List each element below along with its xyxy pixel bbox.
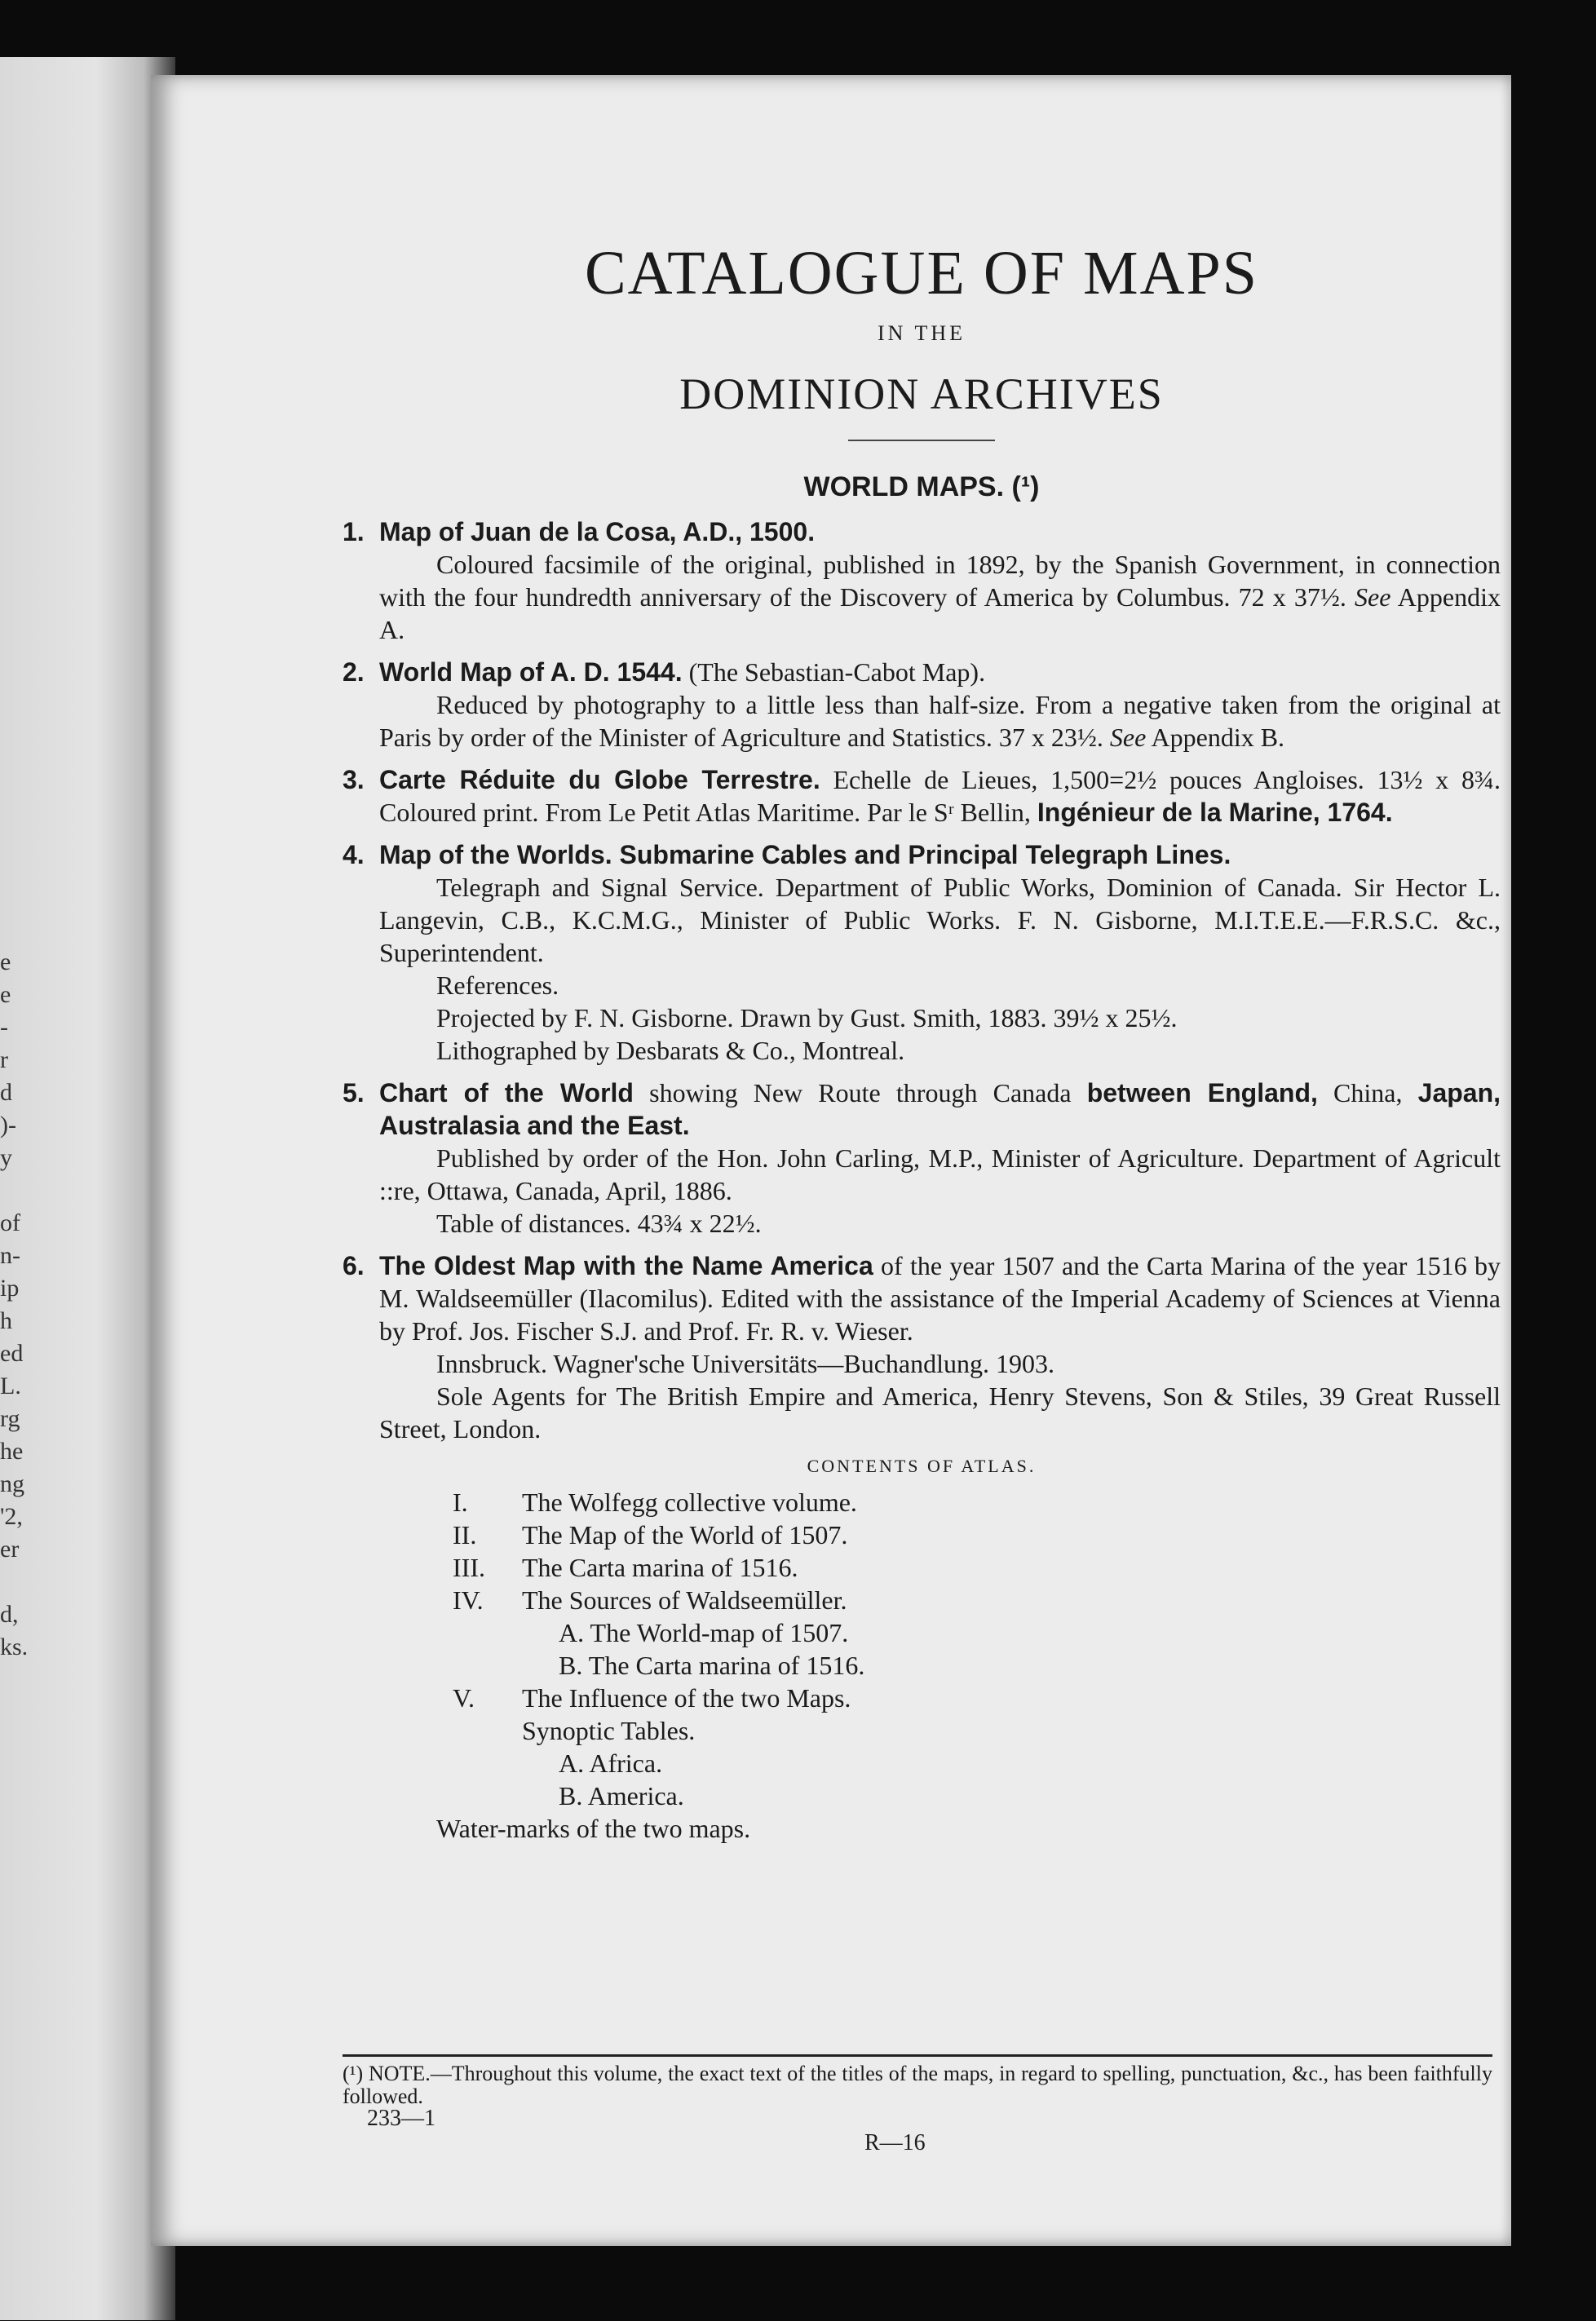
contents-item [343, 1519, 1501, 1551]
entry-title-e: Japan, Australasia [379, 1078, 1501, 1140]
margin-fragment: ed [0, 1340, 24, 1367]
contents-subitem: A. Africa. [559, 1748, 663, 1778]
margin-fragment: he [0, 1438, 24, 1465]
margin-fragment: d, [0, 1601, 19, 1628]
entry-number: 3. [343, 765, 365, 794]
entry-4-projection: Projected by F. N. Gisborne. Drawn by Gust. Smith, 1883. 39½ x 25½. [436, 1003, 1178, 1032]
margin-fragment: y [0, 1144, 12, 1171]
contents-list [343, 1486, 1501, 1845]
margin-fragment: of [0, 1209, 20, 1236]
margin-fragment: - [0, 1014, 8, 1041]
entry-title: Map of the Worlds. Submarine Cables and Principal Telegraph Lines. [379, 840, 1231, 869]
contents-item-number: I. [453, 1488, 468, 1517]
entry-4-lithographer: Lithographed by Desbarats & Co., Montreal. [436, 1036, 905, 1065]
entry-4-description: Telegraph and Signal Service. Department of Public Works, Dominion of Canada. Sir Hector L. Langevin, C.B., K.C.M.G., Minister of Public Works. F. N. Gisborne, M.I.T.E.E.—F.R.S.C. &c., Superintendent. [379, 873, 1501, 967]
contents-item [343, 1682, 1501, 1714]
contents-item-number: III. [453, 1553, 485, 1582]
margin-fragment: e [0, 948, 11, 975]
contents-subitem: A. The World-map of 1507. [559, 1618, 849, 1647]
margin-fragment: )- [0, 1112, 16, 1138]
contents-subitem: B. America. [559, 1781, 684, 1810]
contents-synoptic: Synoptic Tables. [522, 1716, 696, 1745]
entry-title-c: between England, [1086, 1078, 1318, 1107]
contents-subitem: B. The Carta marina of 1516. [559, 1651, 865, 1680]
entry-5-head [343, 1077, 1501, 1142]
entry-5-distances: Table of distances. 43¾ x 22½. [436, 1209, 762, 1238]
entry-6-publisher: Innsbruck. Wagner'sche Universitäts—Buchandlung. 1903. [436, 1349, 1054, 1378]
margin-fragment: ip [0, 1275, 20, 1302]
entry-title-rest: (The Sebastian-Cabot Map). [682, 657, 986, 687]
entry-title: World Map of A. D. 1544. [379, 657, 683, 687]
entry-number: 2. [343, 657, 365, 687]
title-divider [848, 440, 995, 441]
see-ref: Appendix A. [379, 582, 1501, 644]
entry-2-description [343, 688, 1501, 754]
contents-item [343, 1584, 1501, 1616]
entry-6 [343, 1249, 1501, 1845]
footnote: (¹) NOTE.—Throughout this volume, the exact text of the titles of the maps, in regard to spelling, punctuation, &c., has been faithfully followed. [343, 2062, 1492, 2108]
entry-1 [343, 515, 1501, 646]
entry-4-references: References. [436, 970, 559, 1000]
margin-fragment [0, 1174, 33, 1207]
entry-2 [343, 656, 1501, 754]
entry-5-description: Published by order of the Hon. John Carling, M.P., Minister of Agriculture. Department of Agricult ::re, Ottawa, Canada, April, 1886. [379, 1143, 1501, 1205]
margin-fragment [0, 1566, 33, 1598]
margin-fragment: r [0, 1046, 8, 1073]
contents-watermarks: Water-marks of the two maps. [436, 1814, 751, 1843]
left-facing-page [0, 57, 175, 2320]
contents-item [343, 1486, 1501, 1519]
entry-3 [343, 763, 1501, 829]
margin-fragment: ng [0, 1470, 24, 1497]
margin-fragment: d [0, 1079, 12, 1106]
entry-title-d: China, [1317, 1078, 1418, 1107]
contents-item [343, 1551, 1501, 1584]
contents-item-text: The Map of the World of 1507. [522, 1520, 848, 1550]
see-label: See [1355, 582, 1391, 612]
entry-1-description [343, 548, 1501, 646]
entry-6-agents: Sole Agents for The British Empire and America, Henry Stevens, Son & Stiles, 39 Great Russell Street, London. [379, 1382, 1501, 1443]
left-margin-fragments [0, 946, 33, 1664]
entry-title: The Oldest Map with the Name America [379, 1251, 873, 1280]
map-entries [343, 515, 1501, 1855]
entry-1-head [343, 515, 1501, 548]
see-label: See [1109, 723, 1147, 752]
entry-number: 6. [343, 1251, 365, 1280]
catalogue-title: CATALOGUE OF MAPS [584, 239, 1259, 307]
entry-2-head [343, 656, 1501, 688]
entry-number: 5. [343, 1078, 365, 1107]
contents-item-number: V. [453, 1683, 475, 1713]
entry-title: Carte Réduite du Globe Terrestre. [379, 765, 820, 794]
entry-number: 4. [343, 840, 365, 869]
contents-item-text: The Carta marina of 1516. [522, 1553, 798, 1582]
entry-title-b: showing New Route through Canada [633, 1078, 1087, 1107]
entry-number: 1. [343, 517, 365, 546]
entry-title-rest: Echelle de Lieues, 1,500=2½ pouces Angloises. 13½ x 8¾. Coloured print. From Le Petit Atlas Maritime. Par le Sʳ Bellin, [379, 765, 1501, 827]
margin-fragment: L. [0, 1373, 21, 1399]
document-page [151, 75, 1511, 2246]
entry-4-head [343, 838, 1501, 871]
contents-item-number: IV. [453, 1585, 484, 1615]
margin-fragment: er [0, 1536, 20, 1563]
folio-center: R—16 [864, 2130, 926, 2155]
subtitle-in-the: IN THE [877, 321, 966, 345]
entry-title-rest: of the year 1507 and the Carta Marina of the year 1516 by M. Waldseemüller (Ilacomilus). Edited with the assistance of the Imperial Academy of Sciences at Vienna by Prof. Jos. Fischer S.J. and Prof. Fr. R. v. Wieser. [379, 1251, 1501, 1346]
see-ref: Appendix B. [1146, 723, 1285, 752]
margin-fragment: h [0, 1307, 12, 1334]
entry-title-f: and the East. [519, 1111, 690, 1140]
entry-desc: Coloured facsimile of the original, published in 1892, by the Spanish Government, in connection with the four hundredth anniversary of the Discovery of America by Columbus. 72 x 37½. [379, 550, 1501, 612]
folio-left: 233—1 [367, 2106, 435, 2131]
entry-6-head [343, 1249, 1501, 1347]
footnote-divider [343, 2054, 1492, 2057]
contents-item-text: The Influence of the two Maps. [522, 1683, 851, 1713]
entry-desc: Reduced by photography to a little less than half-size. From a negative taken from the original at Paris by order of the Minister of Agriculture and Statistics. 37 x 23½. [379, 690, 1501, 752]
contents-item-text: The Wolfegg collective volume. [522, 1488, 857, 1517]
contents-item-text: The Sources of Waldseemüller. [522, 1585, 847, 1615]
subtitle-dominion-archives: DOMINION ARCHIVES [679, 369, 1164, 418]
margin-fragment: rg [0, 1405, 20, 1432]
margin-fragment: e [0, 981, 11, 1008]
margin-fragment: '2, [0, 1503, 23, 1530]
entry-title-end: Ingénieur de la Marine, 1764. [1037, 798, 1393, 827]
margin-fragment: ks. [0, 1634, 29, 1660]
entry-3-head [343, 763, 1501, 829]
margin-fragment: n- [0, 1242, 20, 1269]
entry-title: Map of Juan de la Cosa, A.D., 1500. [379, 517, 816, 546]
entry-4 [343, 838, 1501, 1067]
entry-title-a: Chart of the World [379, 1078, 634, 1107]
section-heading-world-maps: WORLD MAPS. (¹) [803, 471, 1040, 502]
contents-item-number: II. [453, 1520, 477, 1550]
entry-5 [343, 1077, 1501, 1240]
contents-heading: CONTENTS OF ATLAS. [807, 1456, 1037, 1476]
